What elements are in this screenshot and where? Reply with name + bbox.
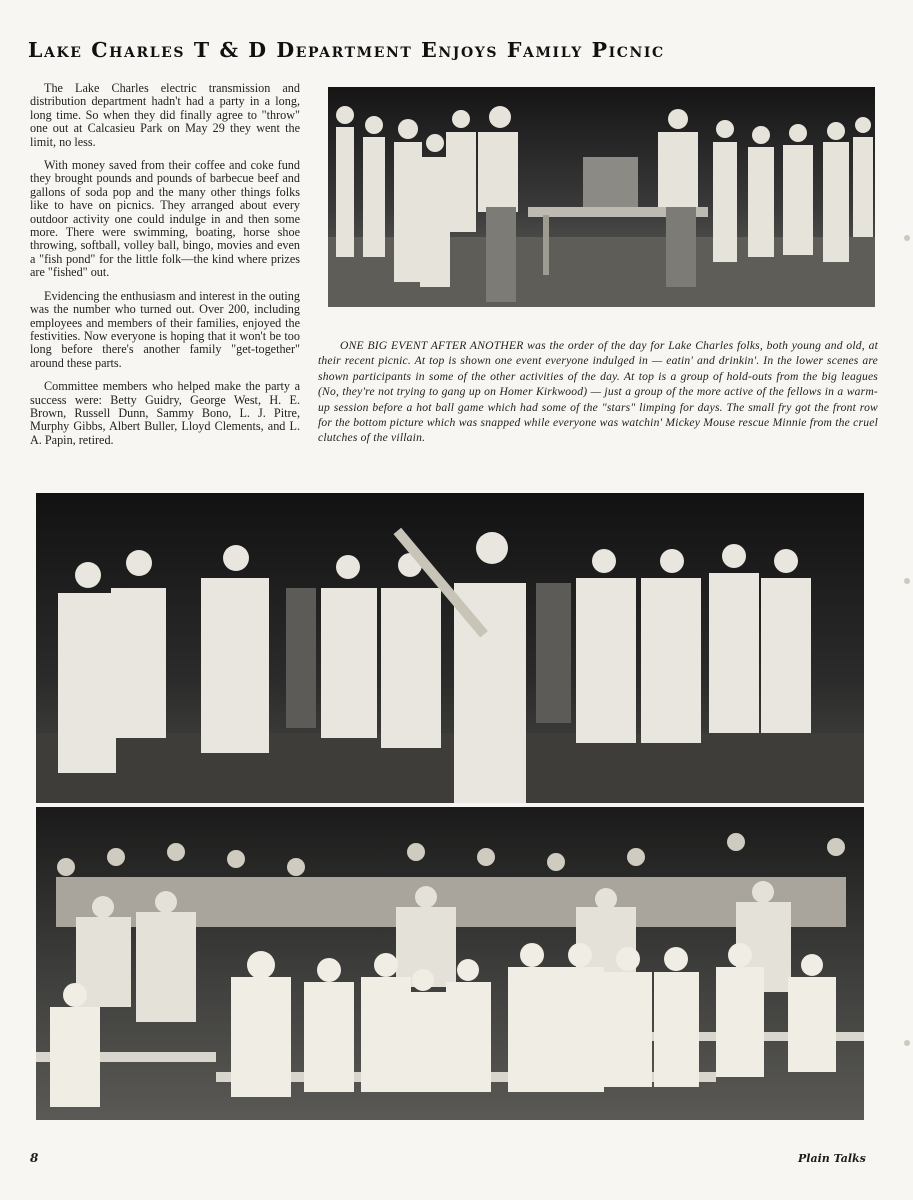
photo-movie-audience bbox=[36, 807, 864, 1120]
article-body bbox=[30, 82, 300, 457]
photo-ball-players-icon bbox=[36, 493, 864, 803]
article-paragraph: With money saved from their coffee and coke fund they brought pounds and pounds of barbecue beef and gallons of soda pop and the many other things folks like to have on picnics. They arranged about every outdoor activity one could indulge in and then some more. There were swimming, boating, horse shoe throwing, softball, volley ball, bingo, movies and even a "fish pond" for the little folk—the kind where prizes are "fished" out. bbox=[30, 158, 300, 280]
page-number: 8 bbox=[30, 1151, 39, 1165]
article-paragraph: The Lake Charles electric transmission and distribution department hadn't had a party in a long, long time. So when they did finally agree to "throw" one out at Calcasieu Park on May 29 they went the limit, no less. bbox=[30, 81, 300, 149]
article-title: Lake Charles T & D Department Enjoys Family Picnic bbox=[28, 38, 665, 62]
binding-hole bbox=[904, 235, 910, 241]
article-paragraph: Committee members who helped make the party a success were: Betty Guidry, George West, H. E. Brown, Russell Dunn, Sammy Bono, L. J. Pitre, Murphy Gibbs, Albert Buller, Lloyd Clements, and L. A. Papin, retired. bbox=[30, 379, 300, 447]
binding-hole bbox=[904, 578, 910, 584]
photo-picnic-buffet-icon bbox=[328, 87, 875, 307]
photo-ball-players bbox=[36, 493, 864, 803]
article-paragraph: Evidencing the enthusiasm and interest in the outing was the number who turned out. Over 200, including employees and members of their families, enjoyed the festivities. Now everyone is hoping that it won't be too long before there's another family "get-together" around these parts. bbox=[30, 288, 300, 370]
photo-picnic-buffet bbox=[328, 87, 875, 307]
binding-hole bbox=[904, 1040, 910, 1046]
photo-caption: ONE BIG EVENT AFTER ANOTHER was the order of the day for Lake Charles folks, both young and old, at their recent picnic. At top is shown one event everyone indulged in — eatin' and drinkin'. In the lower scenes are shown participants in some of the other activities of the day. At top is a group of hold-outs from the big leagues (No, they're not trying to gang up on Homer Kirkwood) — just a group of the more active of the fellows in a warm-up session before a hot ball game which had some of the "stars" limping for days. The small fry got the front row for the bottom picture which was snapped while everyone was watchin' Mickey Mouse rescue Minnie from the cruel clutches of the villain. bbox=[318, 339, 878, 445]
publication-name: Plain Talks bbox=[798, 1152, 866, 1165]
photo-movie-audience-icon bbox=[36, 807, 864, 1120]
